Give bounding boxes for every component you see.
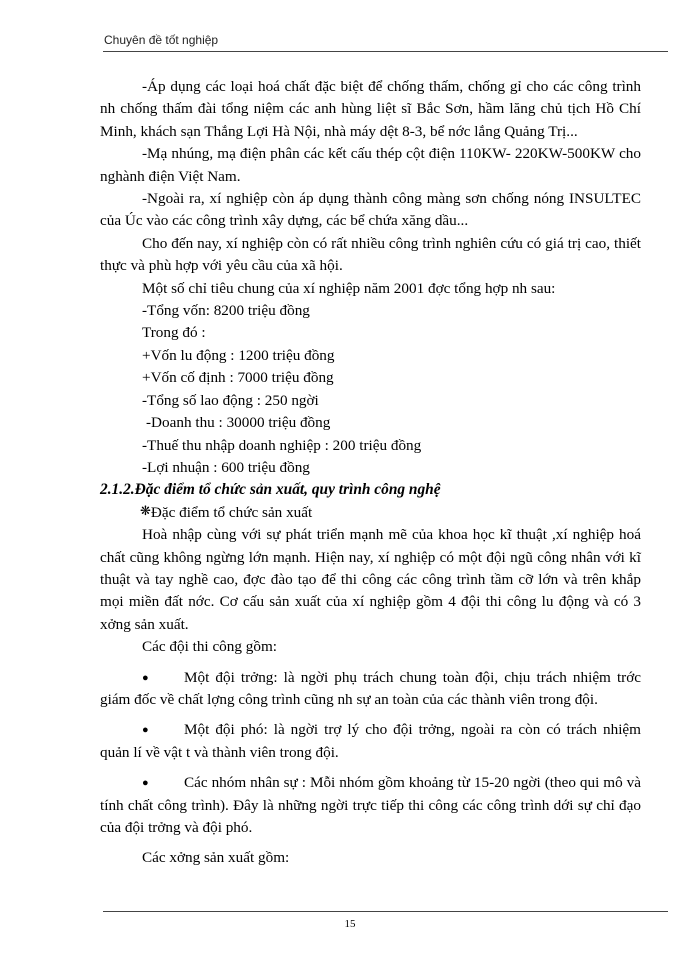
stat-profit: -Lợi nhuận : 600 triệu đồng [142,458,310,476]
section-heading: 2.1.2.Đặc điểm tổ chức sản xuất, quy trình công nghệ [100,481,441,499]
teams-intro: Các đội thi công gồm: [142,638,277,656]
paragraph-insultec: -Ngoài ra, xí nghiệp còn áp dụng thành công màng sơn chống nóng INSULTEC của Úc vào các công trình xây dựng, các bể chứa xăng dầu... [100,190,641,230]
stat-fixed-capital: +Vốn cố định : 7000 triệu đồng [142,369,334,387]
page-header: Chuyên đề tốt nghiệp [104,33,219,47]
star-icon: ❋ [140,502,151,518]
stat-of-which: Trong đó : [142,324,206,342]
paragraph-research: Cho đến nay, xí nghiệp còn có rất nhiều công trình nghiên cứu có giá trị cao, thiết thực và phù hợp với yêu cầu của xã hội. [100,234,641,275]
list-item [100,772,641,839]
sub-heading [100,502,641,524]
bullet-icon: ● [142,724,149,737]
list-item-text: Một đội trởng: là ngời phụ trách chung toàn đội, chịu trách nhiệm trớc giám đốc về chất lợng công trình cũng nh sự an toàn của các thành viên trong đội. [100,668,641,708]
sub-heading-label: Đặc điểm tổ chức sản xuất [150,503,313,521]
paragraph-galvanizing: -Mạ nhúng, mạ điện phân các kết cấu thép cột điện 110KW- 220KW-500KW cho nghành điện Việt Nam. [100,145,641,185]
stat-tax: -Thuế thu nhập doanh nghiệp : 200 triệu đồng [142,436,422,454]
bullet-icon: ● [142,777,149,790]
paragraph-integration: Hoà nhập cùng với sự phát triển mạnh mẽ của khoa học kĩ thuật ,xí nghiệp hoá chất cũng không ngừng lớn mạnh. Hiện nay, xí nghiệp có một đội ngũ công nhân với kĩ thuật và tay nghề cao, đợc đào tạo để thi công các công trình tầm cỡ lớn và trên khắp mọi miền đất nớc. Cơ cấu sản xuất của xí nghiệp gồm 4 đội thi công lu động và có 3 xởng sản xuất. [100,526,641,633]
stat-workers: -Tổng số lao động : 250 ngời [142,391,319,409]
stat-working-capital: +Vốn lu động : 1200 triệu đồng [142,346,335,364]
bullet-icon: ● [142,671,149,684]
list-item [100,719,641,764]
list-item-text: Một đội phó: là ngời trợ lý cho đội trởng, ngoài ra còn có trách nhiệm quản lí về vật t và thành viên trong đội. [100,721,641,761]
document-body [100,76,641,870]
stats-intro: Một số chỉ tiêu chung của xí nghiệp năm 2001 đợc tổng hợp nh sau: [142,279,556,297]
page-number: 15 [344,918,356,930]
stat-revenue: -Doanh thu : 30000 triệu đồng [146,414,331,432]
stat-total-capital: -Tổng vốn: 8200 triệu đồng [142,302,310,320]
workshops-intro: Các xởng sản xuất gồm: [142,849,290,867]
header-divider [103,51,668,52]
paragraph-waterproofing: -Áp dụng các loại hoá chất đặc biệt để chống thấm, chống gỉ cho các công trình nh chống thấm đài tổng niệm các anh hùng liệt sĩ Bắc Sơn, hầm lăng chủ tịch Hồ Chí Minh, khách sạn Thắng Lợi Hà Nội, nhà máy dệt 8-3, bể nớc lắng Quảng Trị... [100,78,641,140]
footer-divider [103,911,668,912]
list-item-text: Các nhóm nhân sự : Mỗi nhóm gồm khoảng từ 15-20 ngời (theo qui mô và tính chất công trình). Đây là những ngời trực tiếp thi công các công trình dới sự chỉ đạo của đội trởng và đội phó. [100,774,641,836]
list-item [100,667,641,712]
